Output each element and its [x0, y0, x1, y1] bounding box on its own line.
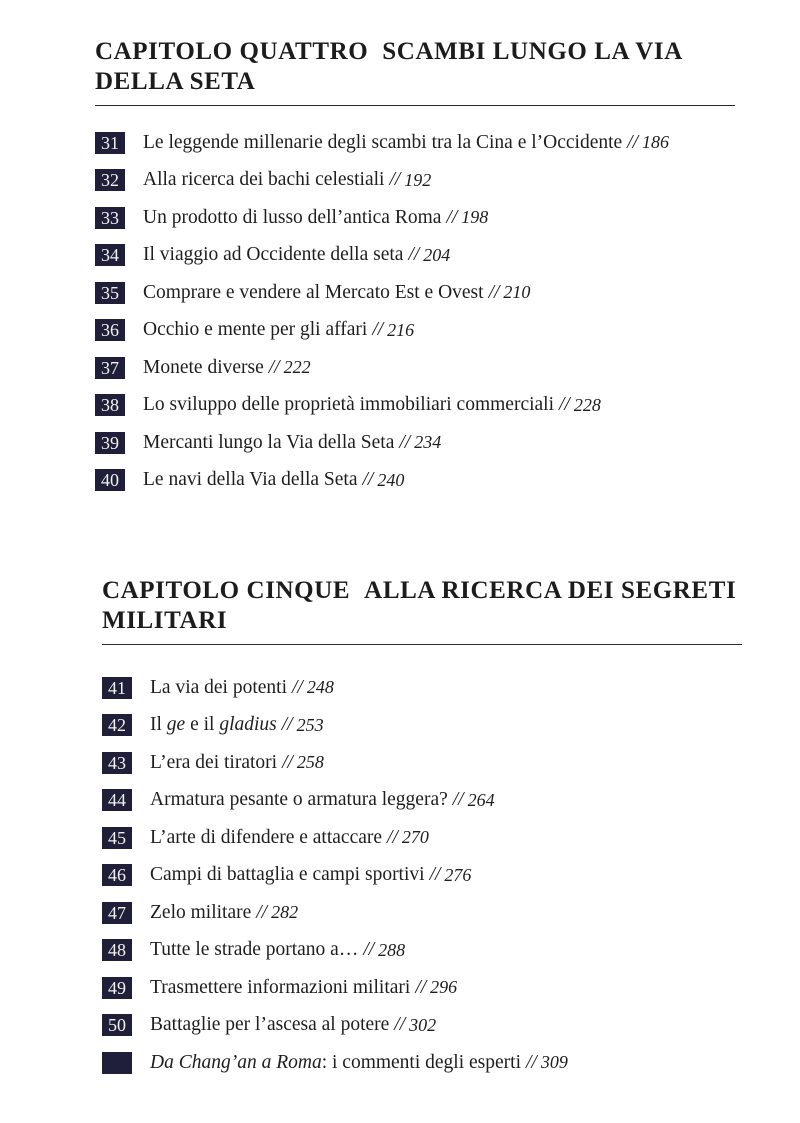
toc-entry[interactable]: [95, 124, 735, 162]
entry-title: [150, 1052, 521, 1074]
chapter-number-badge: 49: [102, 977, 132, 999]
page-number: 302: [409, 1014, 437, 1035]
entry-title: Le leggende millenarie degli scambi tra la Cina e l’Occidente: [143, 131, 623, 153]
toc-entry-closing[interactable]: [102, 1044, 742, 1082]
entry-title: [150, 714, 277, 736]
chapter-four-title: [95, 37, 735, 97]
entry-title: Battaglie per l’ascesa al potere: [150, 1014, 390, 1036]
chapter-four-subtitle: SCAMBI LUNGO LA VIA DELLA SETA: [95, 38, 682, 95]
page-number: 253: [296, 714, 324, 735]
entry-title: Monete diverse: [143, 356, 264, 378]
page-separator: //: [389, 169, 401, 191]
chapter-four-section: [95, 37, 735, 499]
entry-title-part: Il: [150, 714, 167, 736]
toc-entry[interactable]: [95, 199, 735, 237]
chapter-five-title: [102, 576, 742, 636]
page-separator: //: [268, 356, 280, 378]
entry-title: Le navi della Via della Seta: [143, 469, 358, 491]
toc-entry[interactable]: [95, 312, 735, 350]
page-separator: //: [394, 1014, 406, 1036]
entry-title: Zelo militare: [150, 901, 252, 923]
page-number: 228: [573, 394, 601, 415]
chapter-number-badge: 50: [102, 1014, 132, 1036]
page-number: 270: [401, 827, 429, 848]
chapter-five-entries: [102, 669, 742, 1082]
entry-title: L’arte di difendere e attaccare: [150, 826, 383, 848]
page-separator: //: [292, 676, 303, 698]
chapter-number-badge: 47: [102, 902, 132, 924]
page-separator: //: [408, 244, 420, 266]
page-separator: //: [387, 826, 398, 848]
toc-entry[interactable]: [102, 969, 742, 1007]
toc-entry[interactable]: [95, 349, 735, 387]
chapter-five-divider: [102, 644, 742, 645]
entry-title-part: ge: [166, 714, 186, 736]
chapter-number-badge: 32: [95, 169, 125, 191]
blank-badge: [102, 1052, 132, 1074]
toc-entry[interactable]: [102, 857, 742, 895]
entry-title: Trasmettere informazioni militari: [150, 976, 411, 998]
chapter-four-entries: [95, 124, 735, 499]
chapter-number-badge: 44: [102, 789, 132, 811]
page-number: 210: [503, 282, 531, 303]
entry-title: La via dei potenti: [150, 676, 287, 698]
toc-entry[interactable]: [95, 462, 735, 500]
entry-title: Tutte le strade portano a…: [150, 939, 359, 961]
toc-entry[interactable]: [102, 819, 742, 857]
page-number: 276: [444, 864, 472, 885]
page-number: 258: [296, 752, 324, 773]
toc-entry[interactable]: [102, 744, 742, 782]
entry-title: Alla ricerca dei bachi celestiali: [143, 169, 385, 191]
chapter-number-badge: 46: [102, 864, 132, 886]
page-separator: //: [372, 319, 384, 341]
entry-title: Armatura pesante o armatura leggera?: [150, 789, 448, 811]
entry-title-rest: : i commenti degli esperti: [321, 1051, 521, 1073]
chapter-five-section: [102, 576, 742, 1082]
page-number: 198: [461, 207, 489, 228]
chapter-four-divider: [95, 105, 735, 106]
toc-entry[interactable]: [95, 387, 735, 425]
entry-title-italic: Da Chang’an a Roma: [150, 1051, 322, 1073]
entry-title-part: e il: [185, 714, 220, 736]
chapter-number-badge: 45: [102, 827, 132, 849]
chapter-five-heading: CAPITOLO CINQUE: [102, 577, 351, 604]
toc-entry[interactable]: [95, 274, 735, 312]
chapter-number-badge: 43: [102, 752, 132, 774]
entry-title: Mercanti lungo la Via della Seta: [143, 431, 395, 453]
page-separator: //: [446, 206, 458, 228]
page-number: 248: [306, 677, 334, 698]
toc-entry[interactable]: [95, 424, 735, 462]
page-number: 192: [404, 169, 432, 190]
toc-entry[interactable]: [102, 669, 742, 707]
page-separator: //: [282, 751, 293, 773]
entry-title: Lo sviluppo delle proprietà immobiliari commerciali: [143, 394, 555, 416]
page-number: 186: [642, 132, 670, 153]
page-number: 204: [423, 244, 451, 265]
entry-title: Comprare e vendere al Mercato Est e Ovest: [143, 281, 484, 303]
entry-title: Il viaggio ad Occidente della seta: [143, 244, 404, 266]
page-number: 240: [377, 469, 405, 490]
page-separator: //: [627, 131, 639, 153]
chapter-number-badge: 34: [95, 244, 125, 266]
entry-title: L’era dei tiratori: [150, 751, 278, 773]
page-number: 288: [378, 939, 406, 960]
chapter-number-badge: 39: [95, 432, 125, 454]
page-separator: //: [415, 976, 427, 998]
page-separator: //: [559, 394, 570, 416]
chapter-number-badge: 48: [102, 939, 132, 961]
page-number: 282: [271, 902, 299, 923]
page-separator: //: [256, 901, 268, 923]
page-separator: //: [399, 431, 411, 453]
toc-entry[interactable]: [102, 894, 742, 932]
page-number: 296: [430, 977, 458, 998]
page-number: 222: [283, 357, 311, 378]
page-number: 264: [467, 789, 495, 810]
toc-entry[interactable]: [95, 237, 735, 275]
page-separator: //: [452, 789, 464, 811]
toc-entry[interactable]: [95, 162, 735, 200]
page-number: 234: [414, 432, 442, 453]
page-separator: //: [362, 469, 374, 491]
toc-entry[interactable]: [102, 932, 742, 970]
chapter-number-badge: 33: [95, 207, 125, 229]
page-separator: //: [526, 1051, 537, 1073]
entry-title: Un prodotto di lusso dell’antica Roma: [143, 206, 442, 228]
page-number: 309: [540, 1052, 568, 1073]
toc-entry[interactable]: [102, 1007, 742, 1045]
entry-title: Campi di battaglia e campi sportivi: [150, 864, 425, 886]
chapter-number-badge: 31: [95, 132, 125, 154]
toc-entry[interactable]: [102, 782, 742, 820]
chapter-number-badge: 41: [102, 677, 132, 699]
page-separator: //: [363, 939, 375, 961]
toc-entry[interactable]: [102, 707, 742, 745]
chapter-five-subtitle: ALLA RICERCA DEI SEGRETI MILITARI: [102, 577, 737, 634]
entry-title-part: gladius: [219, 714, 277, 736]
chapter-number-badge: 40: [95, 469, 125, 491]
page-separator: //: [488, 281, 500, 303]
chapter-number-badge: 38: [95, 394, 125, 416]
chapter-four-heading: CAPITOLO QUATTRO: [95, 38, 369, 65]
chapter-number-badge: 36: [95, 319, 125, 341]
chapter-number-badge: 35: [95, 282, 125, 304]
entry-title: Occhio e mente per gli affari: [143, 319, 368, 341]
page-number: 216: [387, 319, 415, 340]
page-separator: //: [429, 864, 441, 886]
page-separator: //: [281, 714, 293, 736]
chapter-number-badge: 37: [95, 357, 125, 379]
chapter-number-badge: 42: [102, 714, 132, 736]
